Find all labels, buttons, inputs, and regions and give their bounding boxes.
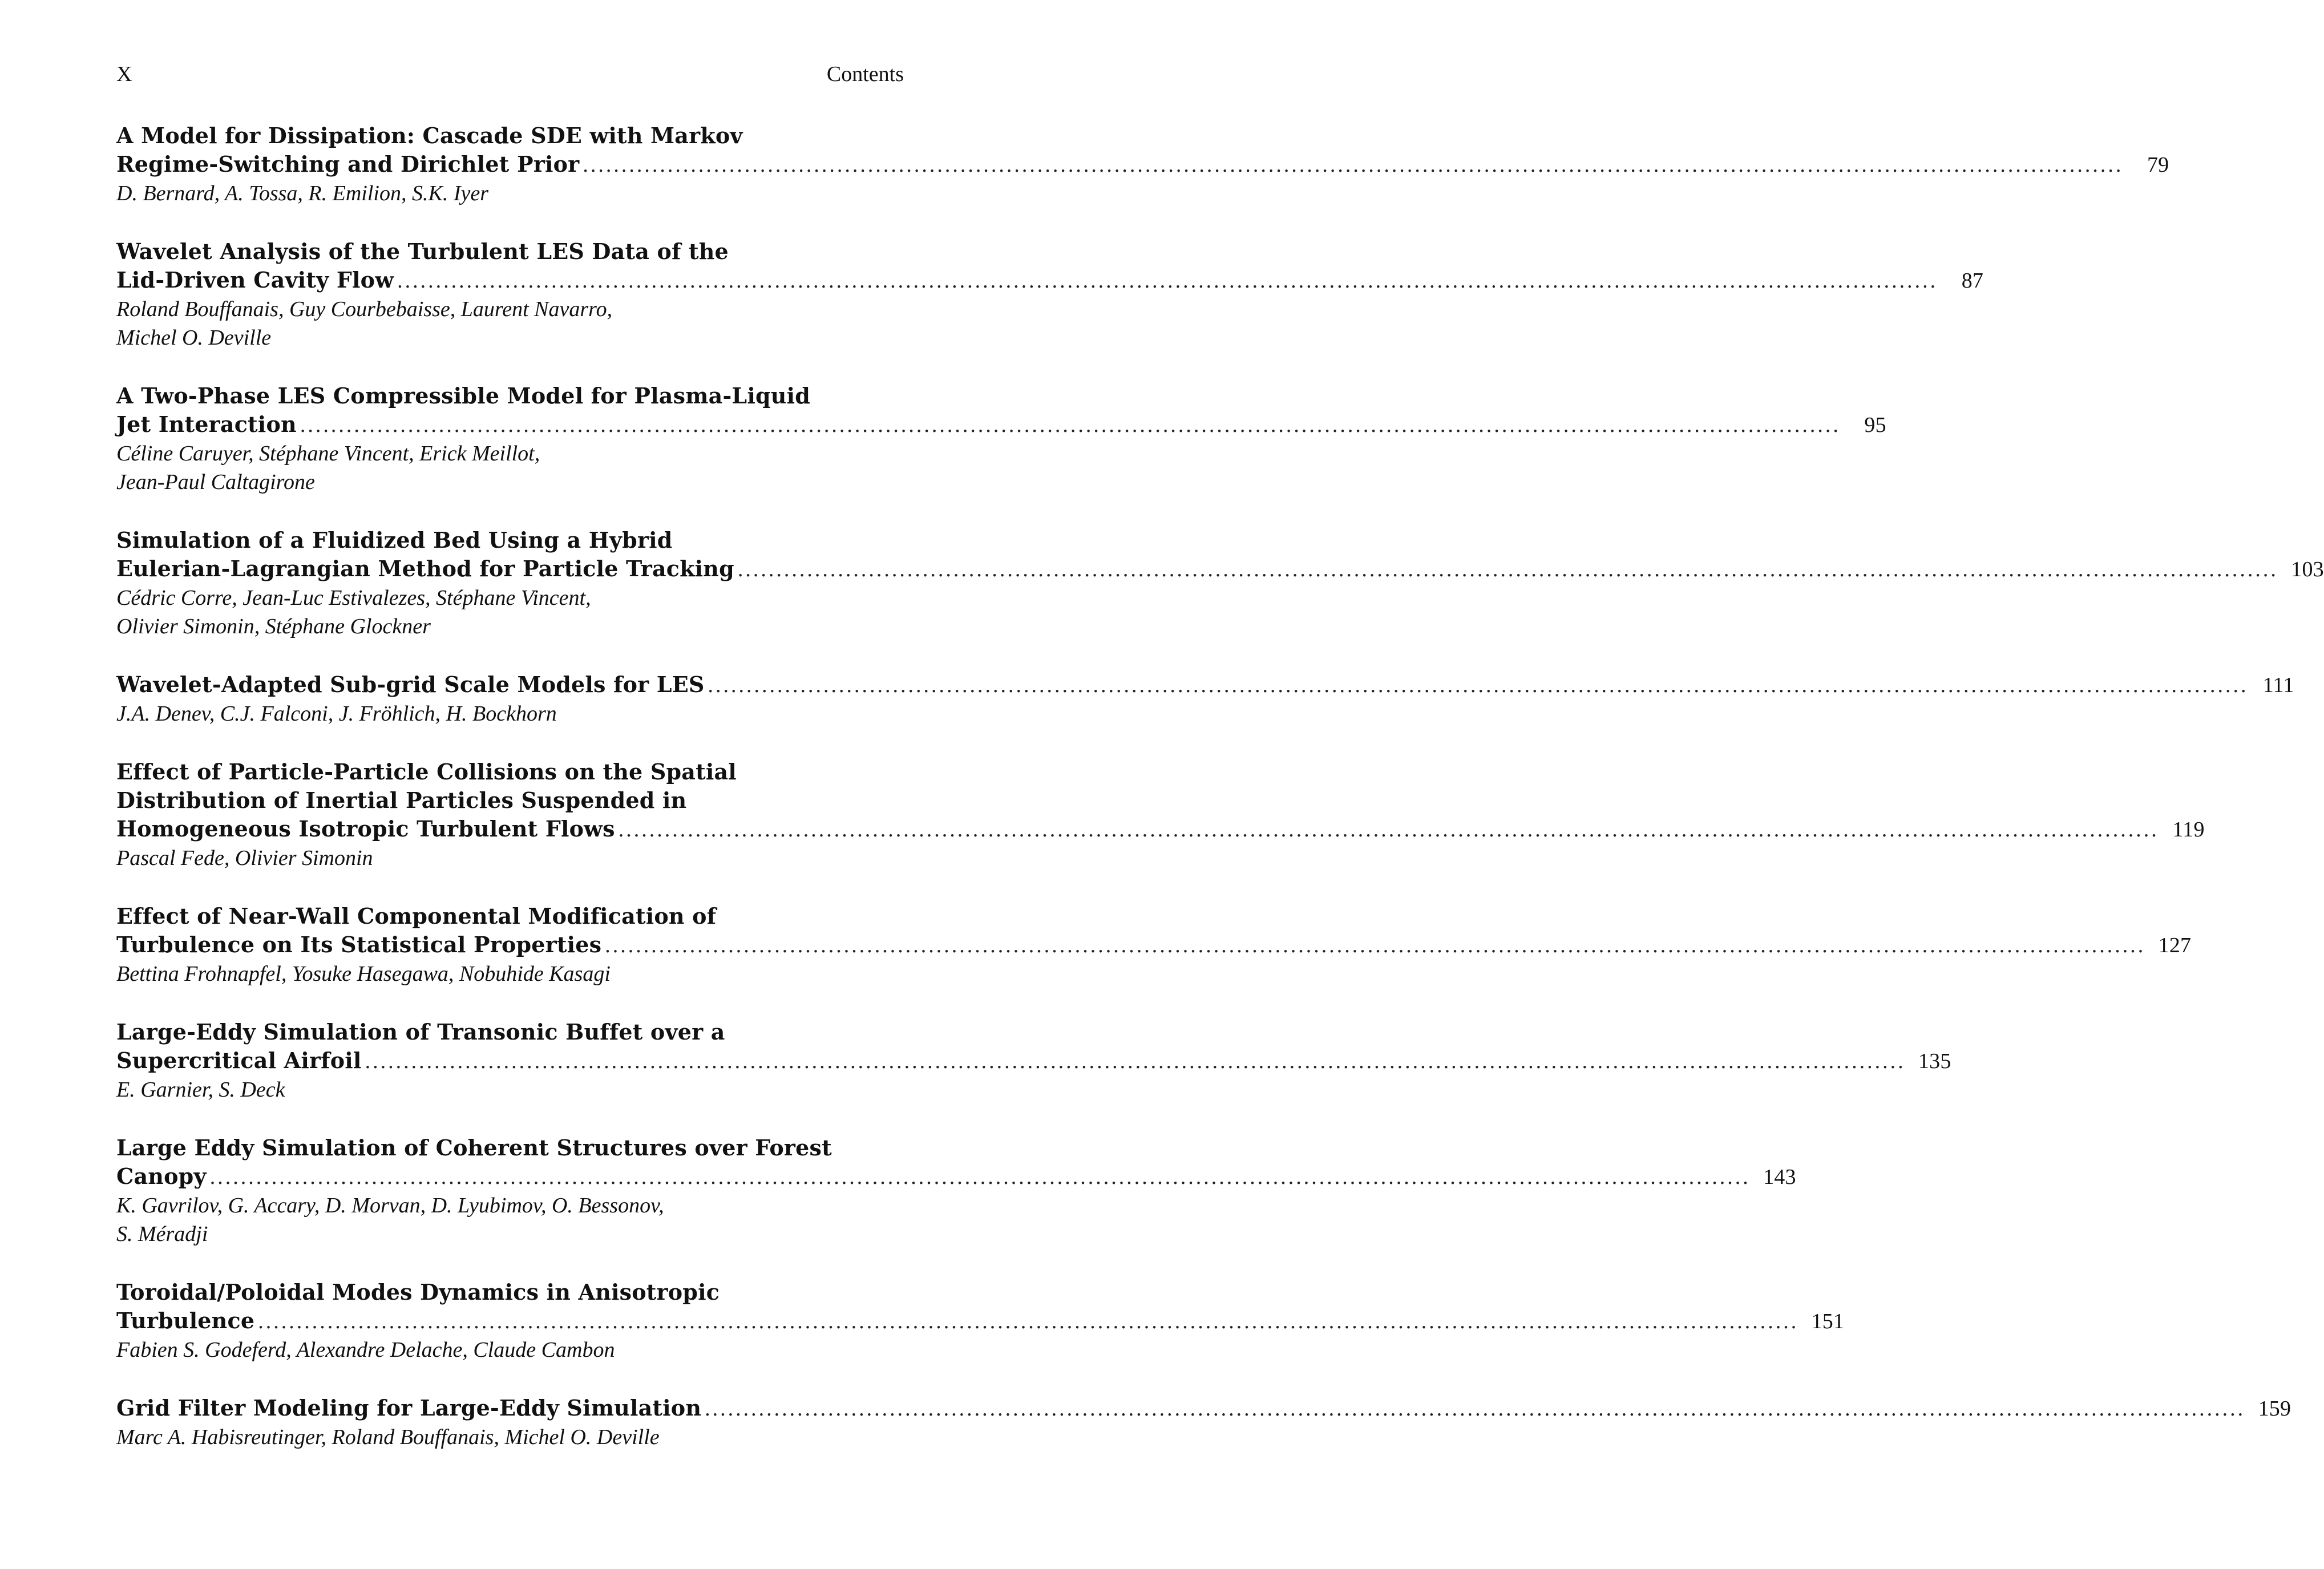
toc-entry-authors: Bettina Frohnapfel, Yosuke Hasegawa, Nobuhide Kasagi [116,962,611,986]
toc-entry-title-last-line [116,555,2324,584]
toc-entry-authors: Pascal Fede, Olivier Simonin [116,846,373,870]
toc-entry[interactable] [116,670,2294,728]
toc-entry[interactable] [116,902,2192,988]
toc-entry-title-line: Wavelet Analysis of the Turbulent LES Data of the [116,238,729,264]
toc-entry-title-last-line [116,815,2205,844]
dot-leader: ........................................................................................................................................................................................................ [300,413,1841,437]
toc-entry-title-line: A Model for Dissipation: Cascade SDE with Markov [116,123,743,148]
toc-entry-title-line: Effect of Near-Wall Componental Modification of [116,903,717,929]
toc-entry[interactable] [116,122,2169,208]
toc-entry-authors: Olivier Simonin, Stéphane Glockner [116,614,431,638]
toc-entry-title-line: Simulation of a Fluidized Bed Using a Hybrid [116,527,673,553]
dot-leader: ........................................................................................................................................................................................................ [258,1309,1799,1333]
toc-entry-title-text: Grid Filter Modeling for Large-Eddy Simulation [116,1395,702,1421]
toc-entry-authors: Cédric Corre, Jean-Luc Estivalezes, Stéphane Vincent, [116,586,591,610]
toc-entry-title-last-line [116,670,2294,699]
toc-entry-title-line: Toroidal/Poloidal Modes Dynamics in Anisotropic [116,1279,720,1305]
toc-entry[interactable] [116,758,2205,872]
dot-leader: ........................................................................................................................................................................................................ [605,933,2146,957]
toc-entry-title-text: Canopy [116,1163,207,1189]
table-of-contents [116,122,2324,1481]
toc-entry[interactable] [116,526,2324,641]
toc-entry-title-text: Lid-Driven Cavity Flow [116,267,394,293]
toc-page-number[interactable]: 103 [2291,557,2324,581]
toc-entry-title-text: Turbulence on Its Statistical Properties [116,932,602,957]
toc-entry-title-line: A Two-Phase LES Compressible Model for Plasma-Liquid [116,383,810,409]
toc-entry-authors: Fabien S. Godeferd, Alexandre Delache, Claude Cambon [116,1338,615,1362]
toc-entry-title-text: Supercritical Airfoil [116,1048,362,1073]
toc-entry-title-text: Turbulence [116,1308,255,1333]
toc-entry-title-text: Homogeneous Isotropic Turbulent Flows [116,816,615,842]
toc-entry-title-text: Eulerian-Lagrangian Method for Particle Tracking [116,556,734,581]
dot-leader: ........................................................................................................................................................................................................ [737,557,2278,581]
toc-entry-title-last-line [116,410,1886,439]
toc-entry-title-text: Wavelet-Adapted Sub-grid Scale Models for LES [116,672,705,697]
toc-entry[interactable] [116,237,1984,352]
toc-entry-authors: Michel O. Deville [116,326,272,350]
toc-entry-title-last-line [116,266,1984,295]
toc-entry[interactable] [116,1134,1796,1248]
toc-page-number[interactable]: 95 [1864,413,1886,437]
toc-page-number[interactable]: 79 [2147,153,2169,177]
toc-entry[interactable] [116,1018,1951,1104]
toc-entry-authors: E. Garnier, S. Deck [116,1078,285,1102]
toc-entry-title-last-line [116,1394,2291,1423]
toc-page-number[interactable]: 143 [1763,1165,1796,1189]
toc-entry-authors: Jean-Paul Caltagirone [116,470,315,494]
page-number-roman: X [116,62,132,86]
toc-entry-authors: D. Bernard, A. Tossa, R. Emilion, S.K. Iyer [116,181,488,205]
toc-entry-title-line: Effect of Particle-Particle Collisions on the Spatial [116,759,737,784]
toc-entry-authors: K. Gavrilov, G. Accary, D. Morvan, D. Lyubimov, O. Bessonov, [116,1194,664,1218]
toc-entry-title-last-line [116,1046,1951,1075]
toc-entry-authors: Céline Caruyer, Stéphane Vincent, Erick Meillot, [116,442,540,466]
dot-leader: ........................................................................................................................................................................................................ [583,153,2124,177]
toc-entry-title-last-line [116,1162,1796,1191]
toc-entry-authors: J.A. Denev, C.J. Falconi, J. Fröhlich, H. Bockhorn [116,702,557,726]
toc-entry-title-text: Jet Interaction [116,411,297,437]
toc-entry-title-last-line [116,1307,1845,1336]
toc-page-number[interactable]: 87 [1961,269,1984,293]
dot-leader: ........................................................................................................................................................................................................ [708,673,2249,697]
toc-entry-title-line: Large-Eddy Simulation of Transonic Buffet over a [116,1019,725,1045]
toc-entry-authors: Marc A. Habisreutinger, Roland Bouffanais, Michel O. Deville [116,1425,660,1449]
running-head: Contents [826,62,904,86]
toc-entry-authors: S. Méradji [116,1222,208,1246]
toc-entry-title-last-line [116,150,2169,179]
toc-entry[interactable] [116,382,1886,496]
dot-leader: ........................................................................................................................................................................................................ [397,269,1938,293]
toc-entry-title-line: Distribution of Inertial Particles Suspended in [116,787,687,813]
toc-page-number[interactable]: 135 [1918,1049,1951,1073]
toc-page-number[interactable]: 151 [1811,1309,1845,1333]
toc-page-number[interactable]: 119 [2172,818,2205,842]
toc-page-number[interactable]: 111 [2262,673,2294,697]
dot-leader: ........................................................................................................................................................................................................ [209,1165,1751,1189]
toc-entry[interactable] [116,1394,2291,1451]
toc-entry-title-line: Large Eddy Simulation of Coherent Structures over Forest [116,1135,832,1160]
dot-leader: ........................................................................................................................................................................................................ [705,1397,2246,1421]
page-header [116,62,904,90]
toc-entry-authors: Roland Bouffanais, Guy Courbebaisse, Laurent Navarro, [116,297,613,321]
dot-leader: ........................................................................................................................................................................................................ [618,818,2159,842]
toc-entry-title-text: Regime-Switching and Dirichlet Prior [116,151,580,177]
toc-entry-title-last-line [116,931,2192,960]
toc-entry[interactable] [116,1278,1845,1364]
dot-leader: ........................................................................................................................................................................................................ [365,1049,1906,1073]
toc-page-number[interactable]: 159 [2258,1397,2291,1421]
toc-page-number[interactable]: 127 [2158,933,2192,957]
